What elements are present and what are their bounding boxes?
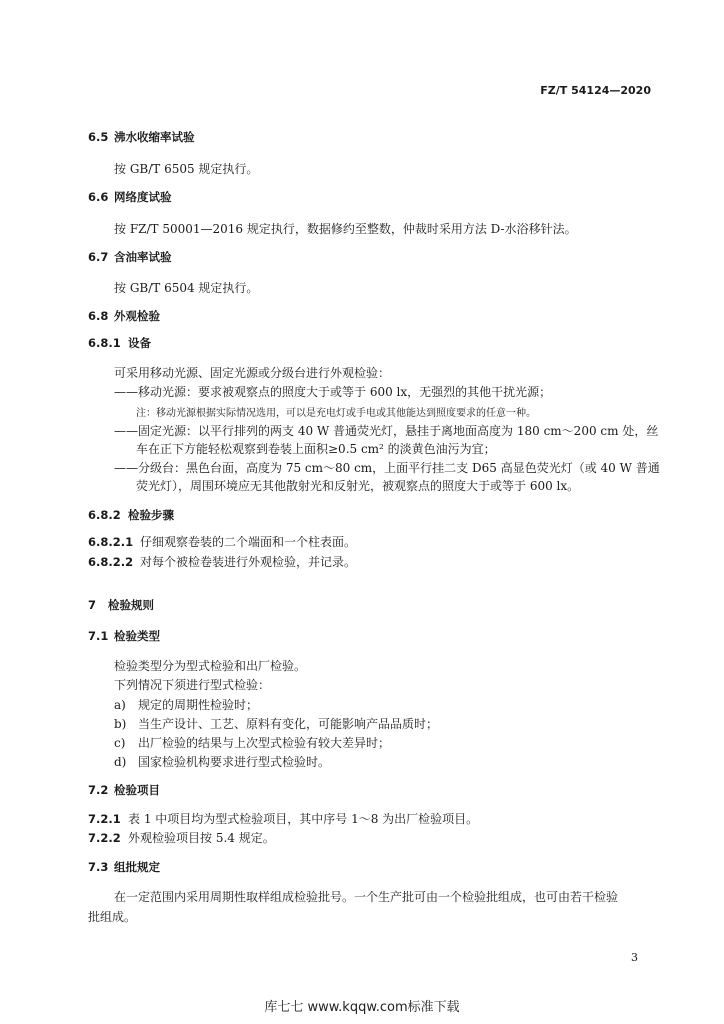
list-text: 当生产设计、工艺、原料有变化，可能影响产品品质时； xyxy=(138,717,439,731)
list-item-a xyxy=(114,696,258,713)
note-mobile-light: 注：移动光源根据实际情况选用，可以是充电灯或手电或其他能达到照度要求的任意一种。 xyxy=(136,408,536,419)
clause-text: 表 1 中项目均为型式检验项目，其中序号 1～8 为出厂检验项目。 xyxy=(128,812,479,826)
paragraph-6-8-1-intro: 可采用移动光源、固定光源或分级台进行外观检验： xyxy=(114,366,391,380)
clause-text: 仔细观察卷装的二个端面和一个柱表面。 xyxy=(140,535,357,549)
paragraph-7-1-2: 下列情况下须进行型式检验： xyxy=(114,678,271,692)
section-title: 设备 xyxy=(128,336,151,350)
footer-watermark-text: 库七七 www.kqqw.com标准下载 xyxy=(264,1000,460,1015)
list-marker: c) xyxy=(114,736,126,750)
clause-text: 对每个被检卷装进行外观检验，并记录。 xyxy=(140,555,357,569)
list-item-b xyxy=(114,715,438,732)
section-number: 7.2 xyxy=(88,783,109,797)
clause-number: 6.8.2.2 xyxy=(88,555,134,569)
list-marker: a) xyxy=(114,698,126,712)
section-title: 沸水收缩率试验 xyxy=(114,130,195,144)
heading-6-5 xyxy=(88,129,195,145)
clause-number: 7.2.1 xyxy=(88,812,121,826)
section-number: 6.5 xyxy=(88,130,109,144)
section-number: 6.8.1 xyxy=(88,336,121,350)
paragraph-7-3-line1: 在一定范围内采用周期性取样组成检验批号。一个生产批可由一个检验批组成，也可由若干检验 xyxy=(114,890,619,904)
section-title: 含油率试验 xyxy=(114,250,172,264)
heading-6-7 xyxy=(88,249,172,265)
section-title: 检验规则 xyxy=(108,598,154,612)
list-text: 出厂检验的结果与上次型式检验有较大差异时； xyxy=(138,736,391,750)
list-item-mobile-light: ——移动光源：要求被观察点的照度大于或等于 600 lx，无强烈的其他干扰光源； xyxy=(114,385,552,399)
clause-number: 7.2.2 xyxy=(88,831,121,845)
section-title: 组批规定 xyxy=(114,860,160,874)
paragraph-6-5: 按 GB/T 6505 规定执行。 xyxy=(114,162,259,176)
clause-7-2-1 xyxy=(88,810,478,827)
section-title: 检验步骤 xyxy=(128,508,174,522)
clause-7-2-2 xyxy=(88,829,275,846)
section-title: 检验类型 xyxy=(114,629,160,643)
clause-6-8-2-1 xyxy=(88,533,356,550)
heading-6-8 xyxy=(88,308,160,324)
list-item-grading-table-line2: 荧光灯），周围环境应无其他散射光和反射光，被观察点的照度大于或等于 600 lx。 xyxy=(136,479,580,493)
heading-7 xyxy=(88,597,154,613)
section-number: 6.7 xyxy=(88,250,109,264)
list-item-d xyxy=(114,753,330,770)
clause-6-8-2-2 xyxy=(88,553,356,570)
standard-code: FZ/T 54124—2020 xyxy=(540,84,651,97)
paragraph-7-3-line2: 批组成。 xyxy=(88,910,137,924)
list-item-grading-table-line1: ——分级台：黑色台面，高度为 75 cm～80 cm，上面平行挂二支 D65 高显色荧光灯（或 40 W 普通 xyxy=(114,461,660,475)
heading-7-3 xyxy=(88,859,160,875)
section-number: 6.8.2 xyxy=(88,508,121,522)
heading-7-2 xyxy=(88,782,160,798)
list-marker: d) xyxy=(114,755,127,769)
list-item-fixed-light-line1: ——固定光源：以平行排列的两支 40 W 普通荧光灯，悬挂于离地面高度为 180 cm～200 cm 处，丝 xyxy=(114,424,659,438)
clause-text: 外观检验项目按 5.4 规定。 xyxy=(128,831,275,845)
list-item-c xyxy=(114,734,390,751)
section-number: 7.1 xyxy=(88,629,109,643)
page-number: 3 xyxy=(631,951,638,964)
list-text: 国家检验机构要求进行型式检验时。 xyxy=(138,755,331,769)
list-marker: b) xyxy=(114,717,127,731)
section-number: 6.6 xyxy=(88,190,109,204)
clause-number: 6.8.2.1 xyxy=(88,535,134,549)
section-number: 7.3 xyxy=(88,860,109,874)
heading-6-6 xyxy=(88,189,172,205)
list-item-fixed-light-line2: 车在正下方能轻松观察到卷装上面积≥0.5 cm² 的淡黄色油污为宜； xyxy=(136,442,496,456)
paragraph-6-7: 按 GB/T 6504 规定执行。 xyxy=(114,281,259,295)
section-title: 网络度试验 xyxy=(114,190,172,204)
heading-7-1 xyxy=(88,628,160,644)
heading-6-8-1 xyxy=(88,335,151,351)
section-title: 检验项目 xyxy=(114,783,160,797)
section-number: 7 xyxy=(88,598,97,612)
section-title: 外观检验 xyxy=(114,309,160,323)
heading-6-8-2 xyxy=(88,507,174,523)
section-number: 6.8 xyxy=(88,309,109,323)
list-text: 规定的周期性检验时； xyxy=(138,698,259,712)
paragraph-7-1-1: 检验类型分为型式检验和出厂检验。 xyxy=(114,659,307,673)
paragraph-6-6: 按 FZ/T 50001—2016 规定执行，数据修约至整数，仲裁时采用方法 D-水浴移针法。 xyxy=(114,222,577,236)
